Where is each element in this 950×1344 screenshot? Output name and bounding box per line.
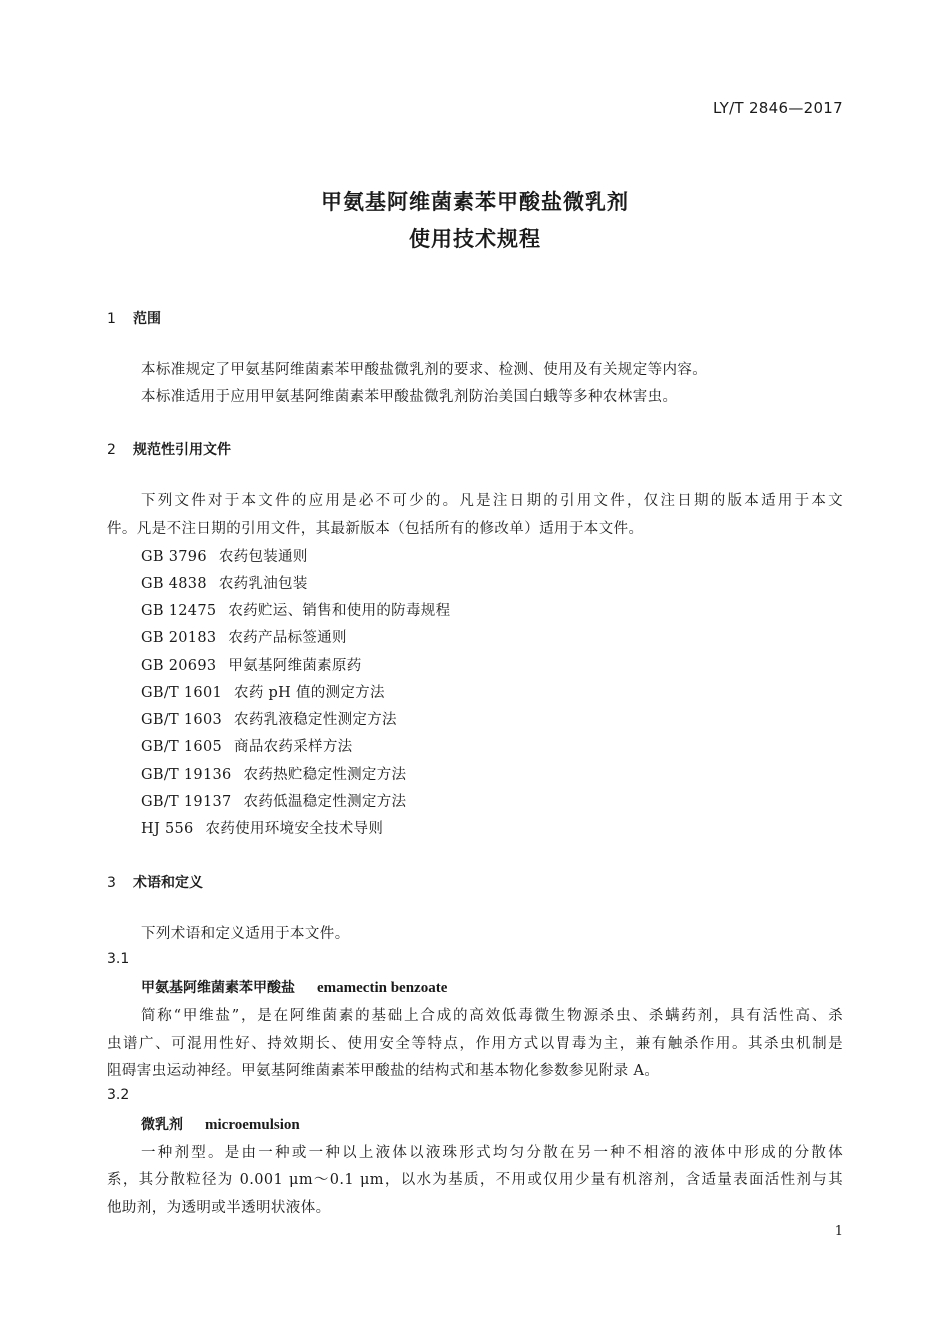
reference-code: GB/T 1603 (141, 712, 223, 728)
term-3-1-number: 3.1 (107, 951, 130, 967)
term-english: microemulsion (205, 1117, 300, 1133)
scope-paragraph-1: 本标准规定了甲氨基阿维菌素苯甲酸盐微乳剂的要求、检测、使用及有关规定等内容。 (141, 362, 708, 378)
reference-code: GB 12475 (141, 603, 217, 619)
reference-title: 农药包装通则 (218, 549, 308, 565)
term-3-2-definition-line1: 一种剂型。是由一种或一种以上液体以液珠形式均匀分散在另一种不相溶的液体中形成的分散体 (141, 1145, 843, 1161)
term-3-2-definition-line3: 他助剂，为透明或半透明状液体。 (107, 1200, 331, 1216)
reference-item (141, 572, 308, 593)
reference-title: 农药使用环境安全技术导则 (205, 821, 384, 837)
term-3-1-definition-line3: 阻碍害虫运动神经。甲氨基阿维菌素苯甲酸盐的结构式和基本物化参数参见附录 A。 (107, 1063, 660, 1079)
reference-item (141, 599, 450, 620)
section-2-heading (107, 439, 231, 459)
term-3-1-definition-line1: 简称“甲维盐”，是在阿维菌素的基础上合成的高效低毒微生物源杀虫、杀螨药剂，具有活性高、杀 (141, 1008, 843, 1024)
document-title-line1: 甲氨基阿维菌素苯甲酸盐微乳剂 (321, 190, 629, 214)
term-chinese: 微乳剂 (141, 1117, 183, 1133)
section-title: 术语和定义 (133, 875, 203, 891)
reference-item (141, 626, 347, 647)
reference-code: GB 20693 (141, 658, 217, 674)
section-1-heading (107, 308, 161, 328)
reference-code: GB/T 1601 (141, 685, 223, 701)
term-chinese: 甲氨基阿维菌素苯甲酸盐 (141, 980, 295, 996)
reference-item (141, 790, 406, 811)
reference-item (141, 545, 308, 566)
reference-item (141, 817, 383, 838)
page-number: 1 (834, 1224, 843, 1239)
term-3-1-definition-line2: 虫谱广、可混用性好、持效期长、使用安全等特点，作用方式以胃毒为主，兼有触杀作用。其杀虫机制是 (107, 1036, 843, 1052)
term-3-2-heading (141, 1114, 300, 1134)
references-intro-line2: 件。凡是不注日期的引用文件，其最新版本（包括所有的修改单）适用于本文件。 (107, 521, 644, 537)
reference-code: GB 20183 (141, 630, 217, 646)
reference-title: 农药贮运、销售和使用的防毒规程 (228, 603, 451, 619)
terms-intro: 下列术语和定义适用于本文件。 (141, 926, 350, 942)
reference-title: 农药产品标签通则 (228, 630, 347, 646)
term-english: emamectin benzoate (317, 980, 448, 996)
section-number: 2 (107, 442, 116, 458)
reference-title: 农药 pH 值的测定方法 (234, 685, 385, 701)
section-number: 1 (107, 311, 116, 327)
term-3-2-definition-line2: 系，其分散粒径为 0.001 μm～0.1 μm，以水为基质，不用或仅用少量有机溶剂，含适量表面活性剂与其 (107, 1172, 843, 1188)
section-title: 范围 (133, 311, 161, 327)
term-3-2-number: 3.2 (107, 1087, 130, 1103)
reference-title: 农药乳油包装 (218, 576, 308, 592)
reference-code: GB 3796 (141, 549, 207, 565)
reference-title: 甲氨基阿维菌素原药 (228, 658, 362, 674)
reference-item (141, 763, 406, 784)
section-title: 规范性引用文件 (133, 442, 231, 458)
reference-title: 农药乳液稳定性测定方法 (234, 712, 397, 728)
reference-item (141, 735, 352, 756)
reference-item (141, 654, 362, 675)
references-intro-line1: 下列文件对于本文件的应用是必不可少的。凡是注日期的引用文件，仅注日期的版本适用于本文 (141, 493, 843, 509)
reference-code: GB 4838 (141, 576, 207, 592)
document-title-line2: 使用技术规程 (409, 227, 541, 251)
section-3-heading (107, 872, 203, 892)
reference-code: GB/T 19136 (141, 767, 232, 783)
reference-title: 农药低温稳定性测定方法 (243, 794, 407, 810)
reference-title: 农药热贮稳定性测定方法 (243, 767, 407, 783)
standard-code: LY/T 2846—2017 (712, 99, 843, 117)
reference-code: GB/T 1605 (141, 739, 223, 755)
reference-title: 商品农药采样方法 (234, 739, 353, 755)
reference-code: HJ 556 (141, 821, 194, 837)
term-3-1-heading (141, 977, 447, 997)
reference-item (141, 681, 385, 702)
reference-code: GB/T 19137 (141, 794, 232, 810)
scope-paragraph-2: 本标准适用于应用甲氨基阿维菌素苯甲酸盐微乳剂防治美国白蛾等多种农林害虫。 (141, 389, 678, 405)
section-number: 3 (107, 875, 116, 891)
reference-item (141, 708, 397, 729)
